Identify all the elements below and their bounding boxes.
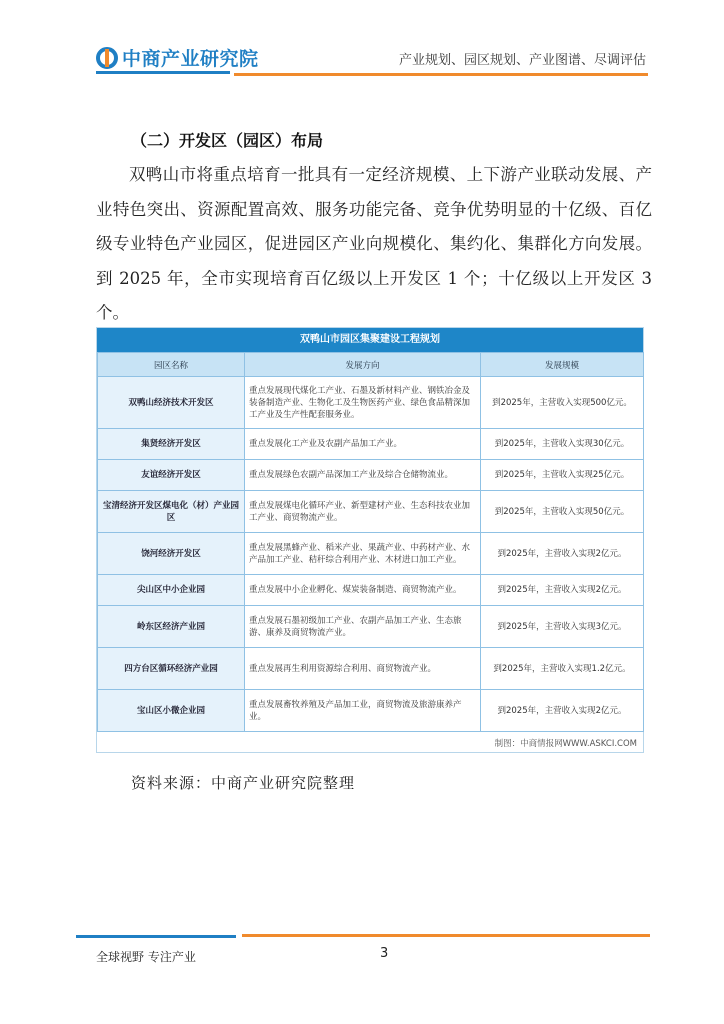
table-row <box>98 606 644 648</box>
page-header <box>0 0 724 90</box>
header-scale: 发展规模 <box>481 353 644 377</box>
park-scale: 到2025年，主营收入实现2亿元。 <box>481 690 644 732</box>
logo-mark-icon <box>96 47 118 69</box>
park-scale: 到2025年，主营收入实现30亿元。 <box>481 429 644 460</box>
park-name: 宝山区小微企业园 <box>98 690 245 732</box>
source-note: 资料来源：中商产业研究院整理 <box>131 774 356 792</box>
footer-divider-orange <box>242 934 650 937</box>
park-name: 双鸭山经济技术开发区 <box>98 377 245 429</box>
park-name: 宝清经济开发区煤电化（材）产业园区 <box>98 491 245 533</box>
table-row <box>98 460 644 491</box>
header-direction: 发展方向 <box>245 353 481 377</box>
park-direction: 重点发展黑蜂产业、稻米产业、果蔬产业、中药材产业、水产品加工产业、秸秆综合利用产业、木材进口加工产业。 <box>245 533 481 575</box>
table-row <box>98 429 644 460</box>
brand-logo <box>96 44 259 71</box>
header-divider-blue <box>96 71 230 74</box>
park-scale: 到2025年，主营收入实现25亿元。 <box>481 460 644 491</box>
table-grid <box>97 352 644 732</box>
header-tagline: 产业规划、园区规划、产业图谱、尽调评估 <box>398 53 646 68</box>
park-scale: 到2025年，主营收入实现500亿元。 <box>481 377 644 429</box>
table-row <box>98 690 644 732</box>
park-scale: 到2025年，主营收入实现50亿元。 <box>481 491 644 533</box>
park-direction: 重点发展再生利用资源综合利用、商贸物流产业。 <box>245 648 481 690</box>
park-name: 饶河经济开发区 <box>98 533 245 575</box>
park-direction: 重点发展中小企业孵化、煤炭装备制造、商贸物流产业。 <box>245 575 481 606</box>
table-title: 双鸭山市园区集聚建设工程规划 <box>97 328 643 352</box>
footer-slogan: 全球视野 专注产业 <box>96 950 196 964</box>
park-name: 四方台区循环经济产业园 <box>98 648 245 690</box>
section-title: （二）开发区（园区）布局 <box>131 131 324 150</box>
table-credit: 制图：中商情报网WWW.ASKCI.COM <box>494 739 637 749</box>
park-direction: 重点发展现代煤化工产业、石墨及新材料产业、钢铁冶金及装备制造产业、生物化工及生物医药产业、绿色食品精深加工产业及生产性配套服务业。 <box>245 377 481 429</box>
header-park-name: 园区名称 <box>98 353 245 377</box>
body-paragraph: 双鸭山市将重点培育一批具有一定经济规模、上下游产业联动发展、产业特色突出、资源配置高效、服务功能完备、竞争优势明显的十亿级、百亿级专业特色产业园区，促进园区产业向规模化、集约化、集群化方向发展。到 2025 年，全市实现培育百亿级以上开发区 1 个；十亿级以上开发区 3 个。 <box>96 165 652 322</box>
footer-divider-blue <box>76 935 236 938</box>
logo-text: 中商产业研究院 <box>122 48 259 70</box>
park-name: 集贤经济开发区 <box>98 429 245 460</box>
page-number: 3 <box>380 946 389 961</box>
table-row <box>98 491 644 533</box>
park-name: 尖山区中小企业园 <box>98 575 245 606</box>
table-row <box>98 648 644 690</box>
table-row <box>98 575 644 606</box>
park-direction: 重点发展石墨初级加工产业、农副产品加工产业、生态旅游、康养及商贸物流产业。 <box>245 606 481 648</box>
park-name: 友谊经济开发区 <box>98 460 245 491</box>
park-scale: 到2025年，主营收入实现2亿元。 <box>481 575 644 606</box>
park-direction: 重点发展煤电化循环产业、新型建材产业、生态科技农业加工产业、商贸物流产业。 <box>245 491 481 533</box>
park-scale: 到2025年，主营收入实现2亿元。 <box>481 533 644 575</box>
table-header-row <box>98 353 644 377</box>
header-divider-orange <box>234 73 648 76</box>
table-row <box>98 377 644 429</box>
park-direction: 重点发展化工产业及农副产品加工产业。 <box>245 429 481 460</box>
park-direction: 重点发展畜牧养殖及产品加工业，商贸物流及旅游康养产业。 <box>245 690 481 732</box>
table-row <box>98 533 644 575</box>
park-plan-table <box>96 327 644 753</box>
park-direction: 重点发展绿色农副产品深加工产业及综合仓储物流业。 <box>245 460 481 491</box>
park-name: 岭东区经济产业园 <box>98 606 245 648</box>
park-scale: 到2025年，主营收入实现3亿元。 <box>481 606 644 648</box>
park-scale: 到2025年，主营收入实现1.2亿元。 <box>481 648 644 690</box>
